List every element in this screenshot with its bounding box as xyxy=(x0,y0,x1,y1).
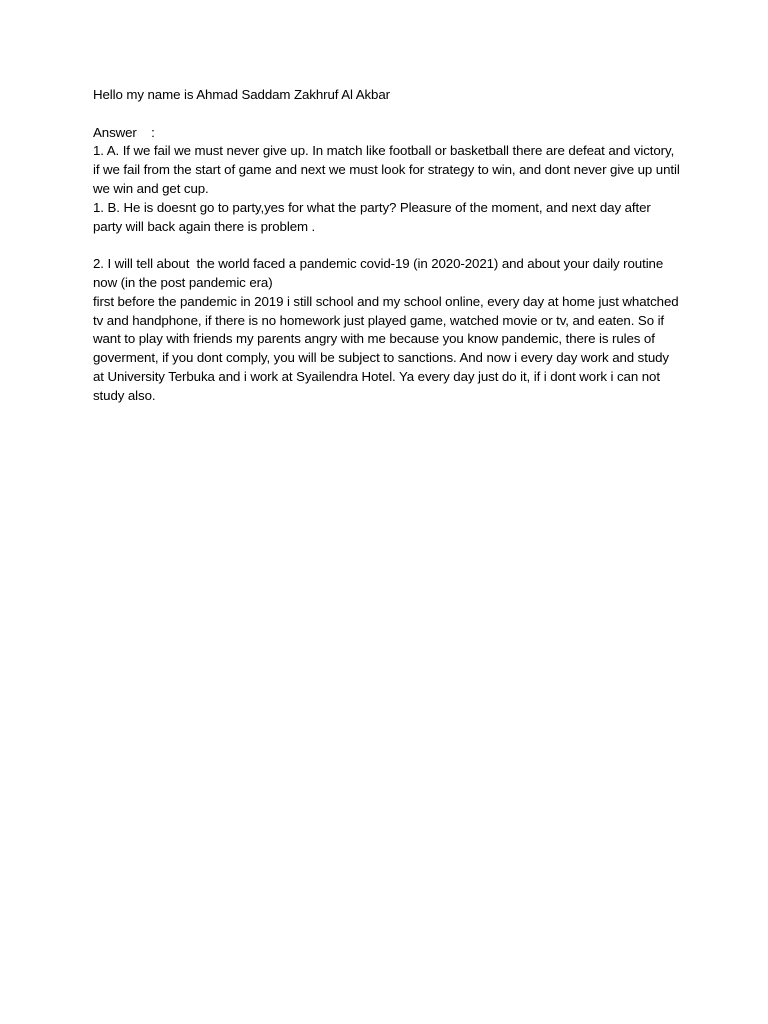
answer-heading: Answer : xyxy=(93,124,155,140)
answer-1a-paragraph: 1. A. If we fail we must never give up. In match like football or basketball there are defeat and victory, if we fail from the start of game and next we must look for strategy to win, and dont never give up until we win and get cup. xyxy=(93,143,684,196)
answer-2-intro-paragraph: 2. I will tell about the world faced a pandemic covid-19 (in 2020-2021) and about your daily routine now (in the post pandemic era) xyxy=(93,256,667,290)
answer-2-body-paragraph: first before the pandemic in 2019 i still school and my school online, every day at home just whatched tv and handphone, if there is no homework just played game, watched movie or tv, and eaten. So if want to play with friends my parents angry with me because you know pandemic, there is rules of goverment, if you dont comply, you will be subject to sanctions. And now i every day work and study at University Terbuka and i work at Syailendra Hotel. Ya every day just do it, if i dont work i can not study also. xyxy=(93,293,683,403)
greeting-line: Hello my name is Ahmad Saddam Zakhruf Al Akbar xyxy=(93,87,390,102)
answer-1b-paragraph: 1. B. He is doesnt go to party,yes for what the party? Pleasure of the moment, and next day after party will back again there is problem . xyxy=(93,199,655,234)
blank-line xyxy=(93,105,683,124)
document-body xyxy=(93,86,683,406)
blank-line xyxy=(93,236,683,255)
